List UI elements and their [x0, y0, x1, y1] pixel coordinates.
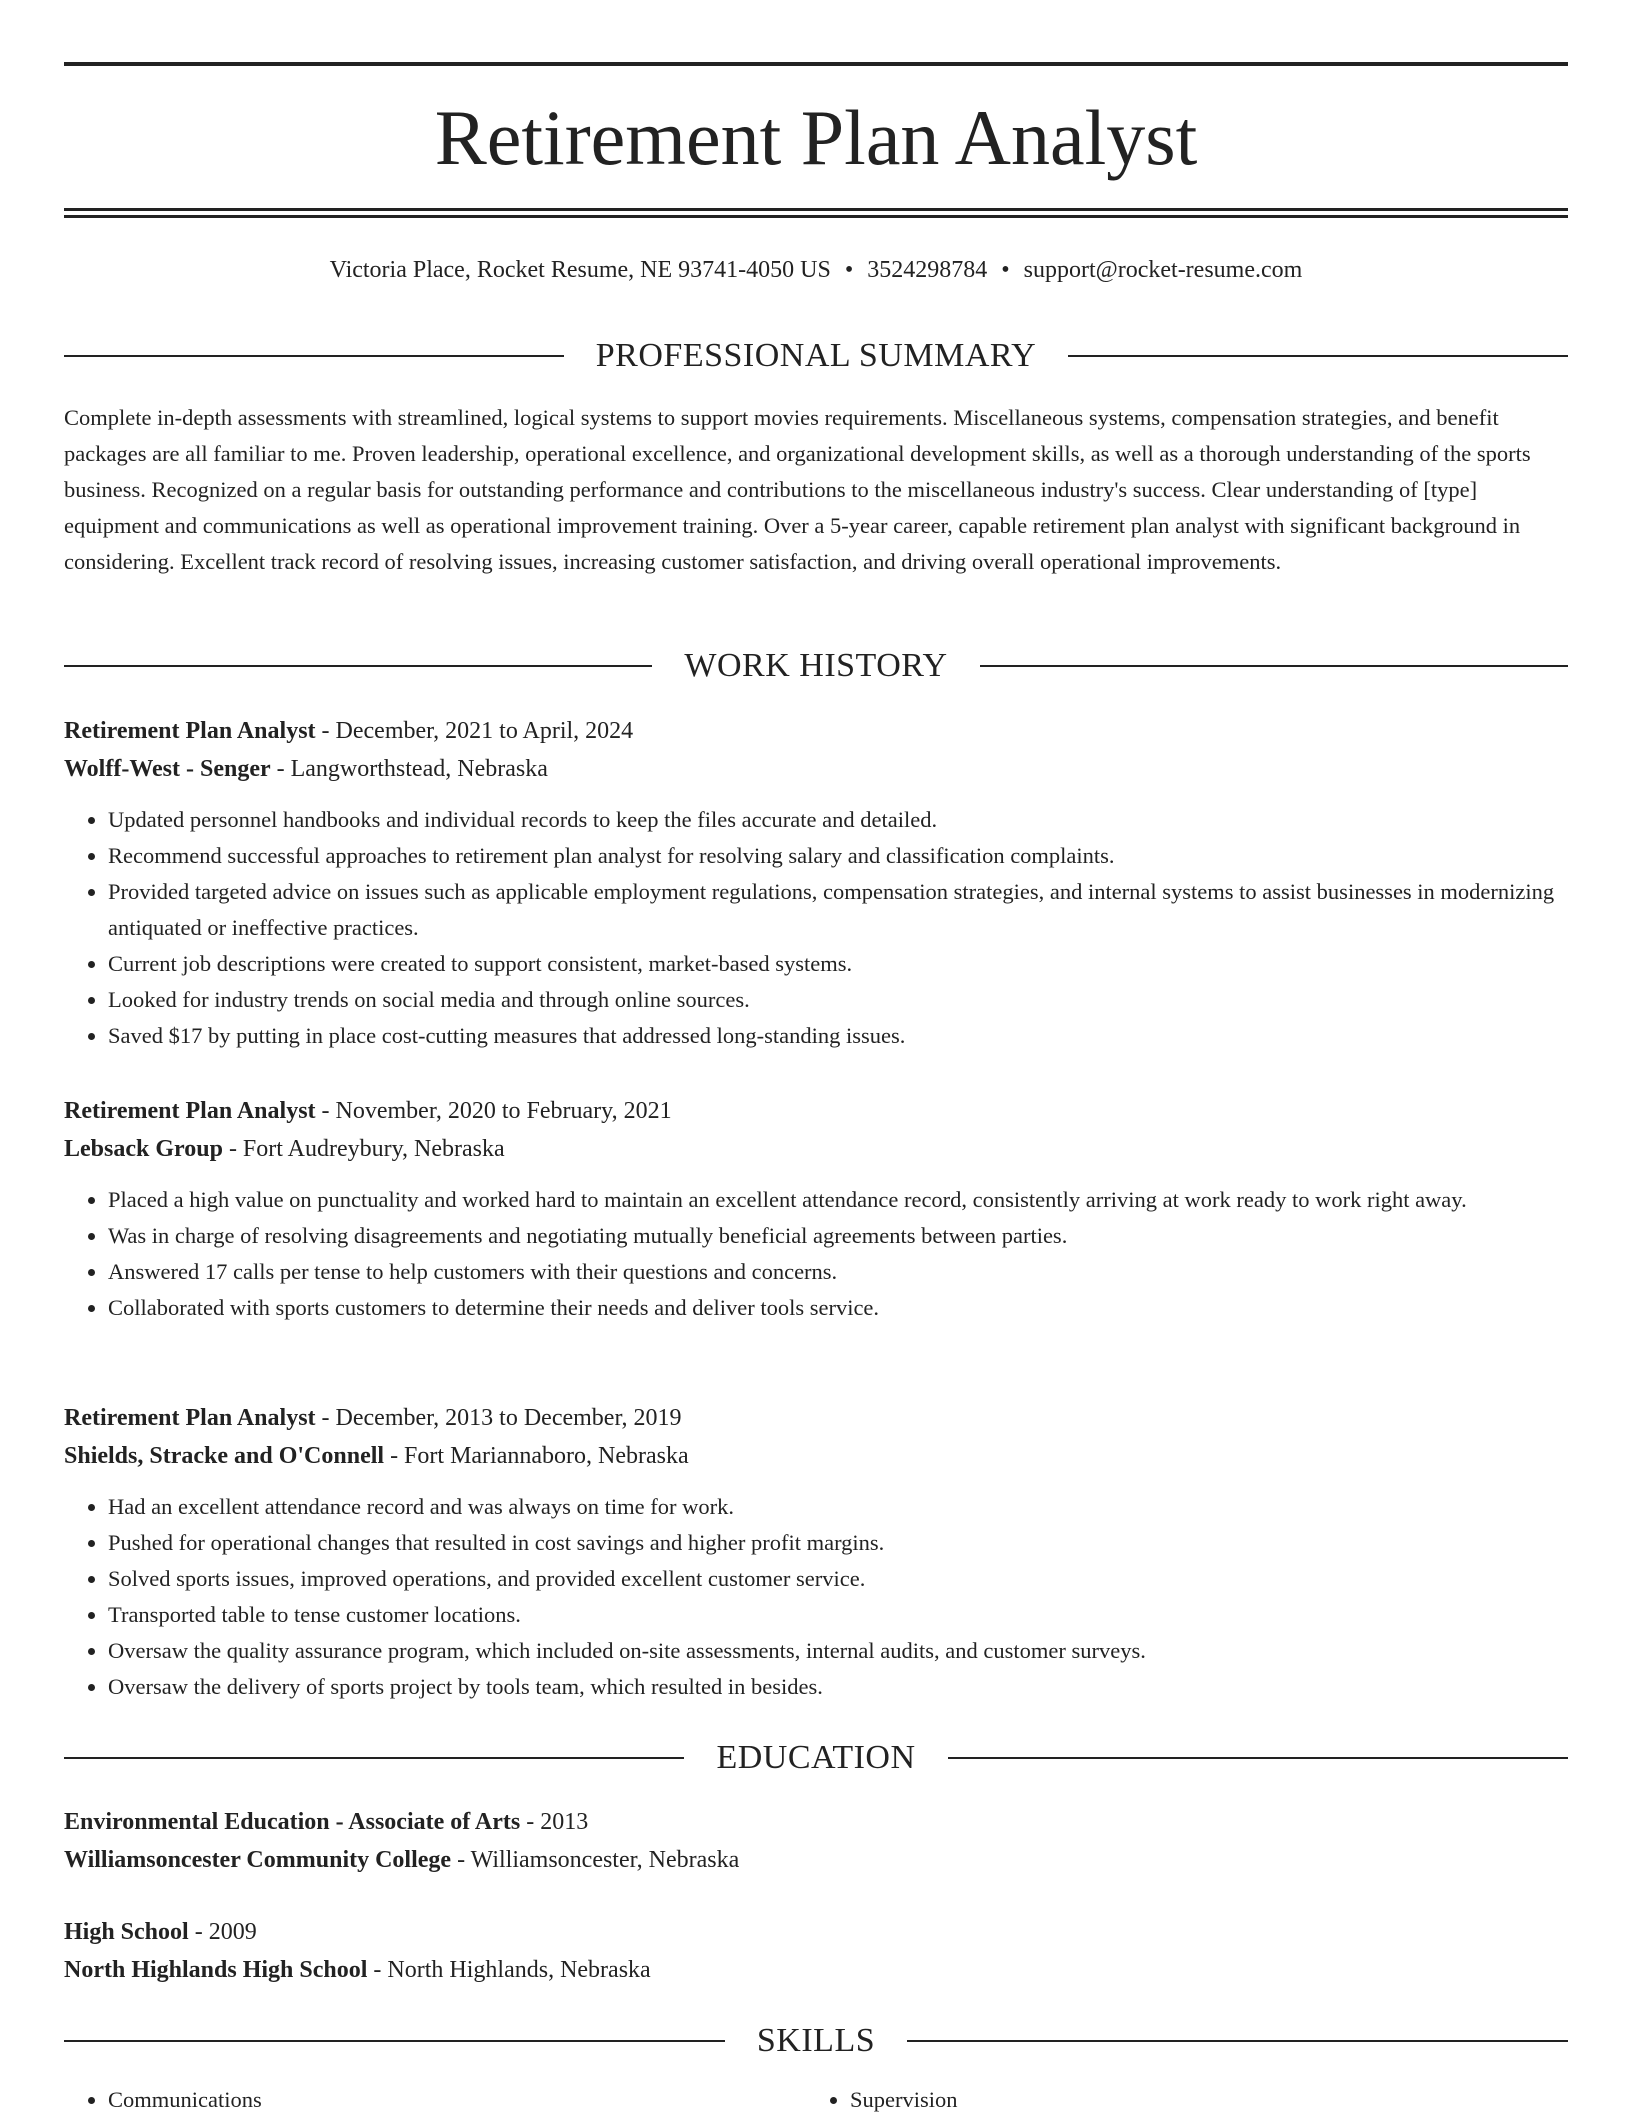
- section-rule-left: [64, 1757, 684, 1759]
- section-rule-right: [1068, 355, 1568, 357]
- section-rule-left: [64, 355, 564, 357]
- skills-column-left: [64, 2082, 262, 2118]
- skill-item: • Communications: [108, 2082, 262, 2118]
- job-bullet: • Oversaw the quality assurance program, which included on-site assessments, internal audits, and customer surveys.: [108, 1633, 1568, 1669]
- education-degree-row: [64, 1803, 1568, 1841]
- job-location: - Fort Audreybury, Nebraska: [222, 1136, 505, 1162]
- section-rule-left: [64, 665, 652, 667]
- contact-address: Victoria Place, Rocket Resume, NE 93741-4050 US: [329, 257, 831, 283]
- job-dates: - November, 2020 to February, 2021: [315, 1098, 672, 1124]
- job-bullets: [64, 1182, 1568, 1326]
- header-double-rule-top: [64, 208, 1568, 211]
- job-bullet: • Answered 17 calls per tense to help customers with their questions and concerns.: [108, 1254, 1568, 1290]
- education-degree: High School: [64, 1919, 189, 1945]
- section-rule-left: [64, 2040, 725, 2042]
- education-entry: [64, 1803, 1568, 1879]
- job-location: - Fort Mariannaboro, Nebraska: [384, 1443, 689, 1469]
- job-company: Wolff-West - Senger: [64, 756, 271, 782]
- education-location: - North Highlands, Nebraska: [367, 1957, 651, 1983]
- section-rule-right: [980, 665, 1568, 667]
- education-entry: [64, 1913, 1568, 1989]
- job-bullet: • Current job descriptions were created to support consistent, market-based systems.: [108, 946, 1568, 982]
- job-bullet: • Recommend successful approaches to retirement plan analyst for resolving salary and classification complaints.: [108, 838, 1568, 874]
- section-header-education: [64, 1736, 1568, 1780]
- education-year: - 2009: [188, 1919, 257, 1945]
- education-school: Williamsoncester Community College: [64, 1847, 452, 1873]
- job-title: Retirement Plan Analyst: [64, 1098, 316, 1124]
- job-bullet: • Oversaw the delivery of sports project by tools team, which resulted in besides.: [108, 1669, 1568, 1705]
- job-title-row: [64, 1092, 1568, 1130]
- education-school: North Highlands High School: [64, 1957, 368, 1983]
- section-title-skills: SKILLS: [756, 2022, 876, 2059]
- section-rule-right: [907, 2040, 1568, 2042]
- job-bullet: • Provided targeted advice on issues such as applicable employment regulations, compensation strategies, and internal systems to assist businesses in modernizing antiquated or ineffective practices.: [108, 874, 1568, 946]
- job-company-row: [64, 1130, 1568, 1168]
- section-rule-right: [948, 1757, 1568, 1759]
- job-entry: [64, 712, 1568, 1054]
- job-bullet: • Placed a high value on punctuality and worked hard to maintain an excellent attendance record, consistently arriving at work ready to work right away.: [108, 1182, 1568, 1218]
- contact-line: [64, 254, 1568, 286]
- job-entry: [64, 1399, 1568, 1705]
- job-title: Retirement Plan Analyst: [64, 718, 316, 744]
- job-title-row: [64, 712, 1568, 750]
- section-title-work: WORK HISTORY: [684, 647, 948, 684]
- header-top-rule: [64, 62, 1568, 66]
- section-header-work: [64, 644, 1568, 688]
- job-bullets: [64, 802, 1568, 1054]
- job-company: Lebsack Group: [64, 1136, 223, 1162]
- section-title-education: EDUCATION: [716, 1739, 916, 1776]
- section-header-summary: [64, 334, 1568, 378]
- contact-separator: •: [844, 257, 854, 283]
- education-year: - 2013: [520, 1809, 589, 1835]
- contact-phone: 3524298784: [867, 257, 988, 283]
- job-bullet: • Was in charge of resolving disagreements and negotiating mutually beneficial agreements between parties.: [108, 1218, 1568, 1254]
- job-bullet: • Had an excellent attendance record and was always on time for work.: [108, 1489, 1568, 1525]
- job-bullet: • Saved $17 by putting in place cost-cutting measures that addressed long-standing issues.: [108, 1018, 1568, 1054]
- job-bullet: • Pushed for operational changes that resulted in cost savings and higher profit margins.: [108, 1525, 1568, 1561]
- skills-column-right: [806, 2082, 958, 2118]
- job-bullet: • Solved sports issues, improved operations, and provided excellent customer service.: [108, 1561, 1568, 1597]
- job-entry: [64, 1092, 1568, 1326]
- job-company-row: [64, 1437, 1568, 1475]
- job-dates: - December, 2021 to April, 2024: [315, 718, 634, 744]
- education-location: - Williamsoncester, Nebraska: [451, 1847, 740, 1873]
- job-bullet: • Updated personnel handbooks and individual records to keep the files accurate and detailed.: [108, 802, 1568, 838]
- education-degree-row: [64, 1913, 1568, 1951]
- summary-paragraph: Complete in-depth assessments with streamlined, logical systems to support movies requirements. Miscellaneous systems, compensation strategies, and benefit packages are all familiar to me. Proven leadership, operational excellence, and organizational development skills, as well as a thorough understanding of the sports business. Recognized on a regular basis for outstanding performance and contributions to the miscellaneous industry's success. Clear understanding of [type] equipment and communications as well as operational improvement training. Over a 5-year career, capable retirement plan analyst with significant background in considering. Excellent track record of resolving issues, increasing customer satisfaction, and driving overall operational improvements.: [64, 405, 1531, 574]
- job-bullet: • Collaborated with sports customers to determine their needs and deliver tools service.: [108, 1290, 1568, 1326]
- education-school-row: [64, 1951, 1568, 1989]
- contact-email: support@rocket-resume.com: [1023, 257, 1303, 283]
- skill-item: • Supervision: [850, 2082, 958, 2118]
- job-bullet: • Looked for industry trends on social media and through online sources.: [108, 982, 1568, 1018]
- job-bullets: [64, 1489, 1568, 1705]
- job-company: Shields, Stracke and O'Connell: [64, 1443, 385, 1469]
- contact-separator: •: [1001, 257, 1010, 283]
- job-bullet: • Transported table to tense customer locations.: [108, 1597, 1568, 1633]
- job-dates: - December, 2013 to December, 2019: [315, 1405, 682, 1431]
- header-double-rule-bottom: [64, 215, 1568, 218]
- resume-title: Retirement Plan Analyst: [434, 94, 1198, 181]
- job-company-row: [64, 750, 1568, 788]
- education-degree: Environmental Education - Associate of Arts: [64, 1809, 521, 1835]
- job-location: - Langworthstead, Nebraska: [270, 756, 548, 782]
- job-title: Retirement Plan Analyst: [64, 1405, 316, 1431]
- education-school-row: [64, 1841, 1568, 1879]
- job-title-row: [64, 1399, 1568, 1437]
- section-title-summary: PROFESSIONAL SUMMARY: [595, 337, 1037, 374]
- section-header-skills: [64, 2019, 1568, 2063]
